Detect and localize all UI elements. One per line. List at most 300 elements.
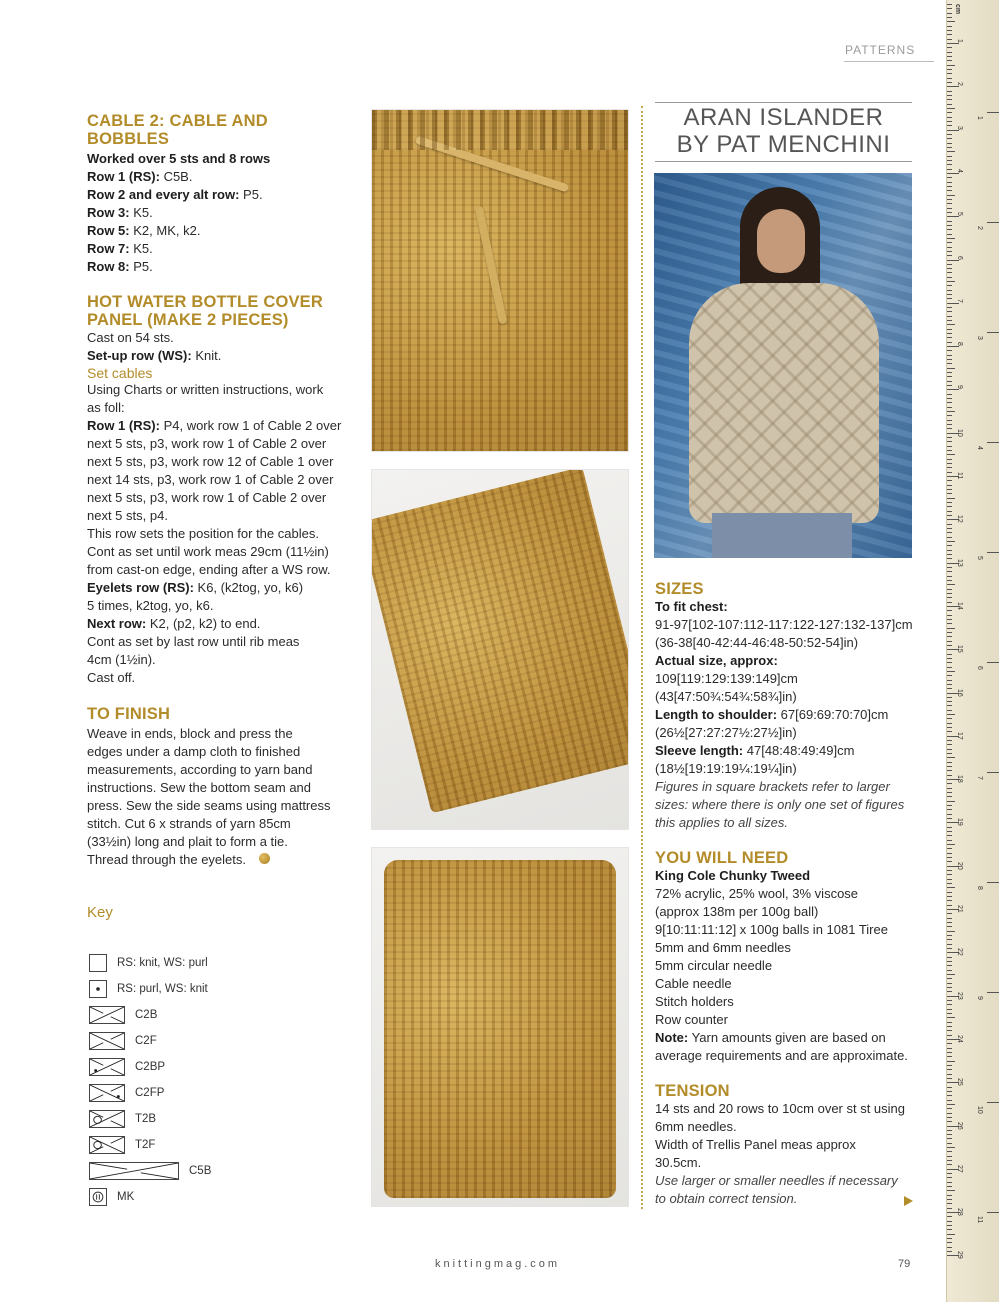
ruler-tick <box>947 342 952 343</box>
ruler-cm-label: 25 <box>956 1078 963 1086</box>
ruler-tick <box>947 718 952 719</box>
ruler-tick <box>947 1177 952 1178</box>
hwb-line <box>87 507 352 525</box>
title-rule-bottom <box>655 161 912 162</box>
ruler-tick <box>947 662 952 663</box>
hwb-line-label: Eyelets row (RS): <box>87 580 194 595</box>
cable2-line <box>87 258 352 276</box>
finish-heading: TO FINISH <box>87 705 171 723</box>
key-item-label: RS: knit, WS: purl <box>117 957 208 969</box>
key-item-label: T2B <box>135 1113 157 1125</box>
ruler-tick <box>947 628 955 629</box>
ruler-tick <box>947 420 952 421</box>
ruler-tick <box>947 441 952 442</box>
ruler-tick <box>947 147 952 148</box>
key-item <box>89 1031 157 1051</box>
ruler-tick <box>947 970 952 971</box>
ruler-tick <box>947 264 952 265</box>
ruler-tick <box>947 337 952 338</box>
sizes-line-text: (36-38[40-42:44-46:48-50:52-54]in) <box>655 635 859 650</box>
ruler-tick <box>947 589 952 590</box>
ruler-tick <box>947 792 952 793</box>
ruler-tick <box>947 182 952 183</box>
need-line: 5mm circular needle <box>655 958 773 973</box>
cable2-line-label: Row 5: <box>87 223 130 238</box>
ruler-tick <box>947 1182 952 1183</box>
ruler-tick <box>947 1095 952 1096</box>
ruler-tick <box>947 112 952 113</box>
ruler-tick <box>947 939 952 940</box>
ruler-tick <box>947 333 952 334</box>
cable2-line-text: K5. <box>129 241 153 256</box>
hwb-setup-row <box>87 347 352 365</box>
key-item <box>89 1187 134 1207</box>
sizes-line <box>655 742 917 760</box>
hwb-line <box>87 579 352 597</box>
key-item <box>89 1161 211 1181</box>
ruler-tick <box>947 757 955 758</box>
sizes-line-text: (43[47:50¾:54¾:58¾]in) <box>655 689 797 704</box>
ruler-tick <box>947 610 952 611</box>
ruler-tick <box>947 597 952 598</box>
ruler-tick <box>947 922 952 923</box>
ruler-tick <box>947 1009 952 1010</box>
key-item-label: RS: purl, WS: knit <box>117 983 208 995</box>
ruler-tick <box>947 212 952 213</box>
ruler-tick <box>947 541 955 542</box>
ruler-tick <box>947 467 952 468</box>
pattern-title <box>655 104 912 158</box>
hwb-line-text: Using Charts or written instructions, work <box>87 382 324 397</box>
ruler-tick <box>947 1147 955 1148</box>
ruler-inch-label: 6 <box>976 666 983 670</box>
finish-line: measurements, according to yarn band <box>87 762 313 777</box>
section-tag: PATTERNS <box>845 43 916 57</box>
ruler-tick <box>947 385 952 386</box>
ruler-tick <box>947 835 952 836</box>
ruler-tick <box>947 1229 952 1230</box>
ruler-tick <box>947 437 952 438</box>
ruler-inch-tick <box>987 992 999 993</box>
ruler-tick <box>947 1074 952 1075</box>
ruler-tick <box>947 143 952 144</box>
ruler-cm-label: 19 <box>956 818 963 827</box>
need-line: Row counter <box>655 1012 728 1027</box>
photo-cover-top <box>371 109 629 452</box>
ruler-tick <box>947 450 952 451</box>
hwb-line <box>87 417 352 435</box>
ruler-tick <box>947 892 952 893</box>
ruler-tick <box>947 1151 952 1152</box>
tension-line: Width of Trellis Panel meas approx <box>655 1137 856 1152</box>
title-rule-top <box>655 102 912 103</box>
column-divider <box>641 106 643 1209</box>
ruler-cm-label: 3 <box>956 125 963 130</box>
key-heading: Key <box>87 904 113 921</box>
sizes-note-line: Figures in square brackets refer to larger <box>655 779 890 794</box>
ruler-tick <box>947 238 955 239</box>
c5b-icon <box>89 1162 179 1180</box>
ruler-tick <box>947 1208 952 1209</box>
ruler-tick <box>947 402 952 403</box>
ruler-cm-label: 26 <box>956 1121 963 1130</box>
ruler-tick <box>947 1035 952 1036</box>
cover-upright-knit <box>384 860 616 1198</box>
ruler-tick <box>947 654 952 655</box>
hwb-heading-line2: PANEL (MAKE 2 PIECES) <box>87 311 289 329</box>
ruler-tick <box>947 705 952 706</box>
ruler-cm-label: 13 <box>956 558 963 567</box>
hwb-line-text: Cast off. <box>87 670 136 685</box>
ruler-tick <box>947 1242 952 1243</box>
cable2-line-text: P5. <box>129 259 153 274</box>
hwb-line-text: from cast-on edge, ending after a WS row. <box>87 562 331 577</box>
need-line: 5mm and 6mm needles <box>655 940 791 955</box>
tension-heading: TENSION <box>655 1082 730 1100</box>
ruler-tick <box>947 944 952 945</box>
cable2-line-label: Row 2 and every alt row: <box>87 187 240 202</box>
hwb-line <box>87 471 352 489</box>
sizes-line-text: 67[69:69:70:70]cm <box>777 707 889 722</box>
ruler-tick <box>947 195 955 196</box>
ruler-tick <box>947 1004 952 1005</box>
ruler-tick <box>947 506 952 507</box>
ruler-tick <box>947 1104 955 1105</box>
ruler-inch-label: 10 <box>976 1106 983 1114</box>
ruler-tick <box>947 324 955 325</box>
ruler-inch-label: 7 <box>976 776 983 780</box>
ruler-cm-label: 21 <box>956 905 963 913</box>
ruler-tick <box>947 160 952 161</box>
tension-note-line: Use larger or smaller needles if necessary <box>655 1173 898 1188</box>
ruler-tick <box>947 242 952 243</box>
finish-instructions <box>87 725 352 869</box>
hwb-line <box>87 399 352 417</box>
ruler-inch-label: 2 <box>976 226 983 230</box>
ruler-tick <box>947 615 952 616</box>
hwb-line <box>87 651 352 669</box>
continue-arrow-icon[interactable] <box>904 1196 913 1206</box>
cable2-heading-line2: BOBBLES <box>87 130 170 148</box>
ruler-tick <box>947 896 952 897</box>
key-item <box>89 1109 156 1129</box>
ruler-tick <box>947 961 952 962</box>
sizes-line <box>655 760 917 778</box>
ruler-tick <box>947 1134 952 1135</box>
cover-flat-knit <box>371 469 629 813</box>
ruler-tick <box>947 376 952 377</box>
hwb-line-text: next 5 sts, p3, work row 1 of Cable 2 over <box>87 436 327 451</box>
ruler-tick <box>947 723 952 724</box>
ruler-tick <box>947 268 952 269</box>
ruler-tick <box>947 1216 952 1217</box>
ruler-cm-label: 10 <box>956 428 963 437</box>
key-item-label: C2BP <box>135 1061 166 1073</box>
ruler-cm-label: 9 <box>956 385 963 390</box>
ruler-tick <box>947 593 952 594</box>
ruler-tick <box>947 285 952 286</box>
ruler-tick <box>947 641 952 642</box>
ruler-tick <box>947 532 952 533</box>
hwb-line-text: K6, (k2tog, yo, k6) <box>193 580 304 595</box>
ruler-tick <box>947 818 952 819</box>
ruler-tick <box>947 424 952 425</box>
ruler-tick <box>947 1138 952 1139</box>
ruler-tick <box>947 290 952 291</box>
sizes-note <box>655 778 917 832</box>
hwb-line-text: 5 times, k2tog, yo, k6. <box>87 598 214 613</box>
ruler-inch-tick <box>987 222 999 223</box>
ruler-tick <box>947 524 952 525</box>
ruler-tick <box>947 8 952 9</box>
cable2-line-label: Row 3: <box>87 205 130 220</box>
ruler-tick <box>947 117 952 118</box>
hwb-line-label: Next row: <box>87 616 147 631</box>
ruler-cm-label: 24 <box>956 1034 963 1043</box>
ruler-tick <box>947 95 952 96</box>
ruler-tick <box>947 511 952 512</box>
c2bp-icon <box>89 1058 125 1076</box>
sizes-line-label: Length to shoulder: <box>655 707 778 722</box>
t2f-icon <box>89 1136 125 1154</box>
need-heading: YOU WILL NEED <box>655 849 789 867</box>
ruler-tick <box>947 394 952 395</box>
ruler-tick <box>947 1190 955 1191</box>
ruler-tick <box>947 82 952 83</box>
finish-line: stitch. Cut 6 x strands of yarn 85cm <box>87 816 291 831</box>
ruler-tick <box>947 727 952 728</box>
ruler-tick <box>947 138 952 139</box>
ruler-tick <box>947 545 952 546</box>
section-tag-underline <box>844 61 934 62</box>
ruler-tick <box>947 1225 952 1226</box>
finish-line: instructions. Sew the bottom seam and <box>87 780 312 795</box>
need-line: (approx 138m per 100g ball) <box>655 904 819 919</box>
cable2-instructions <box>87 150 352 276</box>
ruler-tick <box>947 714 955 715</box>
ruler-tick <box>947 255 952 256</box>
ruler-tick <box>947 775 952 776</box>
c2f-icon <box>89 1032 125 1050</box>
ruler-tick <box>947 69 952 70</box>
ruler-tick <box>947 298 952 299</box>
ruler-tick <box>947 809 952 810</box>
ruler-cm-label: 23 <box>956 991 963 1000</box>
ruler-cm-label: 11 <box>956 472 963 480</box>
ruler-tick <box>947 684 952 685</box>
ruler-tick <box>947 1247 952 1248</box>
ruler-cm-label: 28 <box>956 1208 963 1216</box>
ruler-tick <box>947 796 952 797</box>
ruler-tick <box>947 550 952 551</box>
ruler-tick <box>947 156 952 157</box>
sizes-line <box>655 670 917 688</box>
ruler-tick <box>947 1164 952 1165</box>
rib-top <box>372 110 628 150</box>
ruler-tick <box>947 857 952 858</box>
ruler-tick <box>947 1199 952 1200</box>
ruler-tick <box>947 1130 952 1131</box>
ruler-inch-tick <box>987 442 999 443</box>
need-note-text: Yarn amounts given are based on <box>688 1030 886 1045</box>
ruler-tick <box>947 134 952 135</box>
ruler-cm-label: 7 <box>956 298 963 303</box>
ruler-tick <box>947 770 952 771</box>
tension-line: 14 sts and 20 rows to 10cm over st st using <box>655 1101 906 1116</box>
c2fp-icon <box>89 1084 125 1102</box>
hwb-line-text: next 5 sts, p3, work row 1 of Cable 2 over <box>87 490 327 505</box>
ruler-tick <box>947 1160 952 1161</box>
mk-bobble-icon <box>89 1188 107 1206</box>
ruler-tick <box>947 229 952 230</box>
hwb-line-text: next 5 sts, p4. <box>87 508 168 523</box>
tension-note <box>655 1172 917 1208</box>
tension-note-line: to obtain correct tension. <box>655 1191 798 1206</box>
ruler-tick <box>947 407 952 408</box>
pattern-title-line1: ARAN ISLANDER <box>683 104 884 131</box>
photo-cover-middle <box>371 469 629 830</box>
ruler-tick <box>947 91 952 92</box>
sizes-line-label: Sleeve length: <box>655 743 744 758</box>
ruler-tick <box>947 667 952 668</box>
ruler-tick <box>947 350 952 351</box>
ruler-cm-label: 20 <box>956 861 963 870</box>
ruler-tick <box>947 329 952 330</box>
finish-line: (33½in) long and plait to form a tie. <box>87 834 288 849</box>
ruler-tick <box>947 931 955 932</box>
finish-line: Weave in ends, block and press the <box>87 726 293 741</box>
ruler-tick <box>947 99 952 100</box>
ruler-tick <box>947 1061 955 1062</box>
ruler-tick <box>947 658 952 659</box>
ruler-tick <box>947 983 952 984</box>
sizes-line <box>655 634 917 652</box>
ruler-tick <box>947 21 955 22</box>
ruler-tick <box>947 281 955 282</box>
cable2-heading <box>87 112 352 148</box>
left-column <box>87 112 352 869</box>
ruler-tick <box>947 645 952 646</box>
ruler-tick <box>947 688 952 689</box>
sizes-line-label: Actual size, approx: <box>655 653 778 668</box>
ruler-tick <box>947 108 955 109</box>
ruler-tick <box>947 1056 952 1057</box>
need-line: Stitch holders <box>655 994 734 1009</box>
ruler-cm-label: 8 <box>956 342 963 346</box>
hwb-line-text: K2, (p2, k2) to end. <box>146 616 261 631</box>
ruler-tick <box>947 411 955 412</box>
ruler-tick <box>947 827 952 828</box>
cable2-line <box>87 222 352 240</box>
ruler-tick <box>947 935 952 936</box>
key-item-label: C2FP <box>135 1087 165 1099</box>
ruler-inch-tick <box>987 772 999 773</box>
ruler-tick <box>947 537 952 538</box>
key-item-label: C5B <box>189 1165 212 1177</box>
sizes-line-label: To fit chest: <box>655 599 728 614</box>
ruler-tick <box>947 900 952 901</box>
ruler-tick <box>947 788 952 789</box>
ruler-tick <box>947 493 952 494</box>
ruler-tick <box>947 632 952 633</box>
ruler-cm-label: 22 <box>956 948 963 957</box>
hwb-line <box>87 525 352 543</box>
footer-website[interactable]: knittingmag.com <box>435 1258 561 1270</box>
ruler-tick <box>947 225 952 226</box>
ruler-cm-label: 29 <box>956 1251 963 1260</box>
cable2-line-label: Row 7: <box>87 241 130 256</box>
ruler-tick <box>947 446 952 447</box>
hwb-line <box>87 561 352 579</box>
ruler-tick <box>947 801 955 802</box>
ruler-cm-label: 15 <box>956 645 963 653</box>
cable2-line <box>87 186 352 204</box>
ruler-tick <box>947 926 952 927</box>
ruler-tick <box>947 389 959 390</box>
ruler-tick <box>947 316 952 317</box>
ruler-tick <box>947 1100 952 1101</box>
ruler-tick <box>947 52 952 53</box>
ruler-tick <box>947 623 952 624</box>
ruler-tick <box>947 918 952 919</box>
ruler-tick <box>947 814 952 815</box>
ruler-tick <box>947 489 952 490</box>
ruler-tick <box>947 602 952 603</box>
hwb-instructions <box>87 381 352 687</box>
ruler-tick <box>947 913 952 914</box>
ruler-tick <box>947 1173 952 1174</box>
ruler-tick <box>947 528 952 529</box>
ruler-tick <box>947 710 952 711</box>
key-item <box>89 1083 164 1103</box>
ruler-cm-label: 5 <box>956 212 963 217</box>
cable2-line-text: K5. <box>129 205 153 220</box>
pattern-title-line2: BY PAT MENCHINI <box>676 131 891 158</box>
ruler-inch-tick <box>987 552 999 553</box>
ruler-tick <box>947 203 952 204</box>
hwb-line <box>87 381 352 399</box>
ruler-inch-label: 9 <box>976 996 983 1000</box>
ruler-tick <box>947 567 952 568</box>
need-note <box>655 1029 917 1047</box>
set-cables-subheading: Set cables <box>87 365 153 381</box>
ruler-tick <box>947 576 952 577</box>
ruler-tick <box>947 1156 952 1157</box>
ruler-cm-label: 2 <box>956 82 963 87</box>
ruler-tick <box>947 987 952 988</box>
ruler-tick <box>947 199 952 200</box>
ruler-tick <box>947 697 952 698</box>
key-item <box>89 979 208 999</box>
ruler-tick <box>947 60 952 61</box>
hwb-line <box>87 453 352 471</box>
ruler-cm-label: 12 <box>956 515 963 524</box>
ruler-tick <box>947 359 952 360</box>
tension-text <box>655 1100 917 1172</box>
ruler-tick <box>947 1030 952 1031</box>
cable2-heading-line1: CABLE 2: CABLE AND <box>87 112 268 130</box>
ruler-tick <box>947 294 952 295</box>
ruler-tick <box>947 1022 952 1023</box>
finish-line: press. Sew the side seams using mattress <box>87 798 331 813</box>
ruler-tick <box>947 978 952 979</box>
finish-line: Thread through the eyelets. <box>87 852 246 867</box>
sizes-line <box>655 652 917 670</box>
hwb-line-text: as foll: <box>87 400 125 415</box>
hwb-line-text: next 5 sts, p3, work row 12 of Cable 1 over <box>87 454 334 469</box>
ruler-inch-tick <box>987 112 999 113</box>
hwb-line <box>87 435 352 453</box>
